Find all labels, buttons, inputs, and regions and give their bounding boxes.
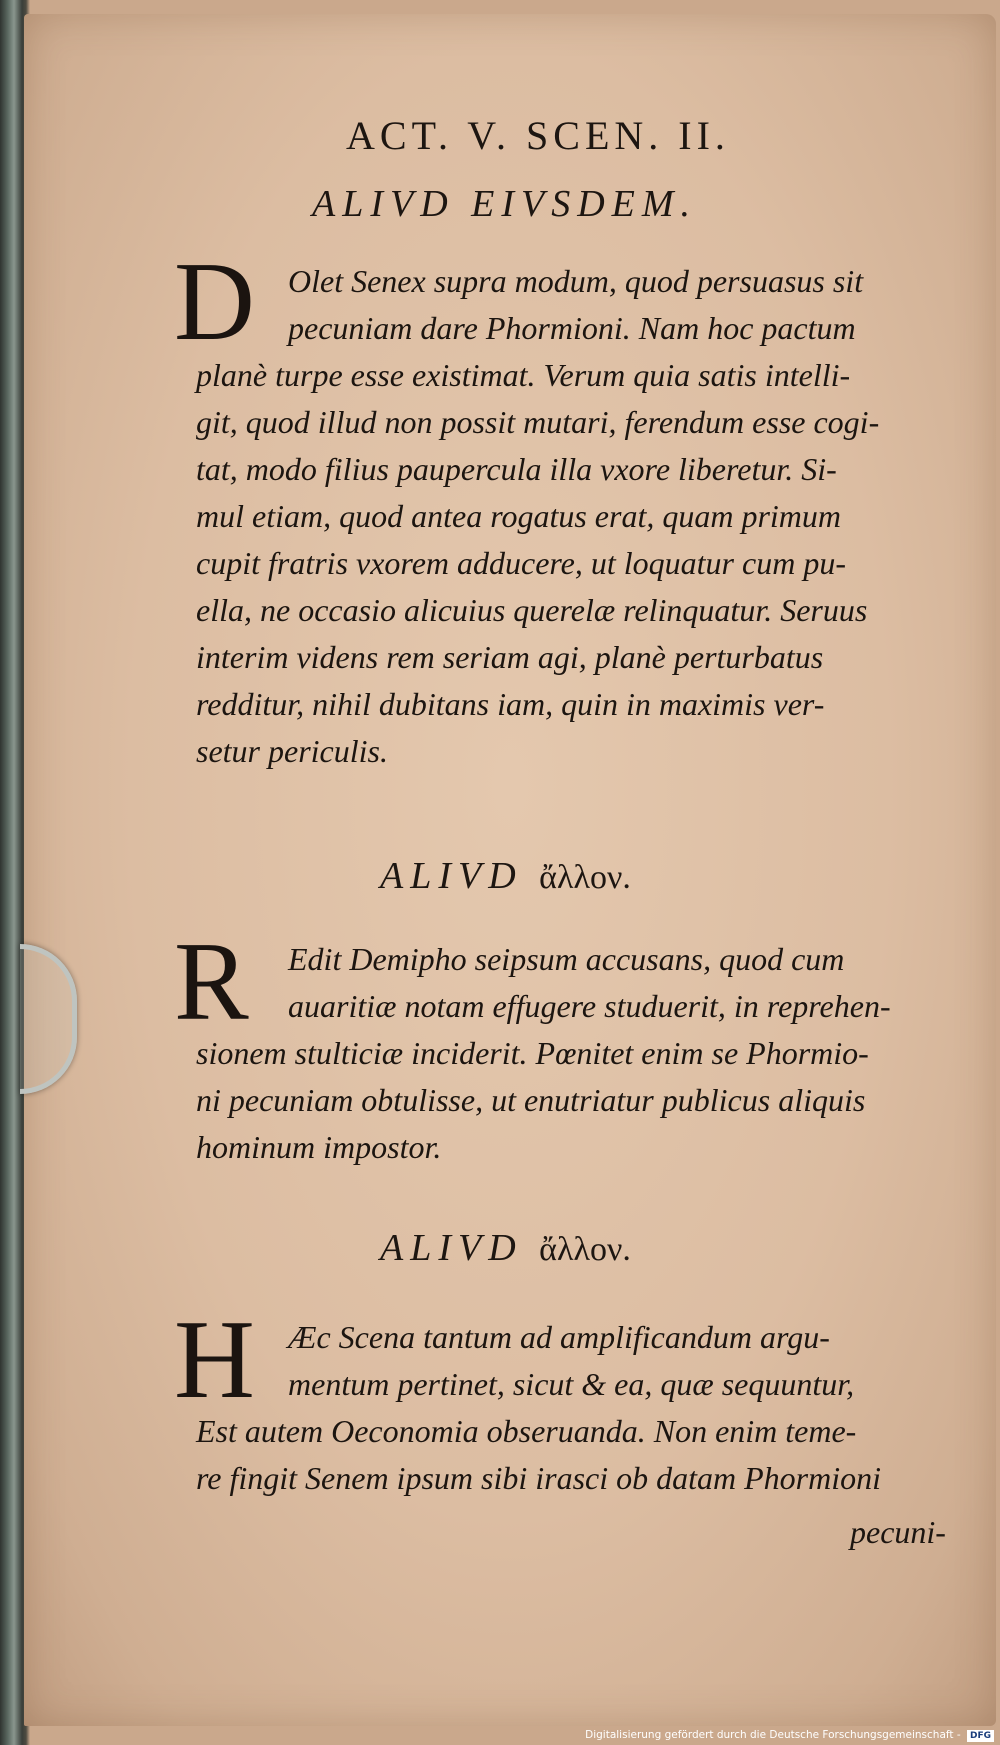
drop-cap-1: D	[174, 240, 255, 364]
text-line: hominum impostor.	[196, 1129, 442, 1165]
book-page	[24, 14, 996, 1726]
heading-latin: ALIVD	[380, 1227, 523, 1269]
text-line: tat, modo filius paupercula illa vxore liberetur. Si-	[196, 451, 837, 487]
text-line: Olet Senex supra modum, quod persuasus sit	[288, 263, 864, 299]
dfg-logo: DFG	[967, 1730, 994, 1742]
heading-greek: ἄλλον.	[539, 1231, 631, 1268]
drop-cap-2: R	[174, 920, 249, 1044]
catchword: pecuni-	[850, 1514, 946, 1550]
section-heading-3	[380, 1226, 631, 1270]
text-line: ni pecuniam obtulisse, ut enutriatur publicus aliquis	[196, 1082, 866, 1118]
heading-latin: ALIVD	[380, 855, 523, 897]
drop-cap-3: H	[174, 1298, 255, 1422]
text-line: git, quod illud non possit mutari, ferendum esse cogi-	[196, 404, 880, 440]
text-line: Edit Demipho seipsum accusans, quod cum	[288, 941, 845, 977]
paragraph-3	[196, 1314, 966, 1502]
text-line: cupit fratris vxorem adducere, ut loquatur cum pu-	[196, 545, 846, 581]
paragraph-2	[196, 936, 966, 1171]
text-line: redditur, nihil dubitans iam, quin in maximis ver-	[196, 686, 825, 722]
section-heading-2	[380, 854, 631, 898]
text-line: ella, ne occasio alicuius querelæ relinquatur. Seruus	[196, 592, 868, 628]
text-line: Est autem Oeconomia obseruanda. Non enim teme-	[196, 1413, 857, 1449]
credit-text: Digitalisierung gefördert durch die Deutsche Forschungsgemeinschaft -	[585, 1729, 961, 1741]
text-line: re fingit Senem ipsum sibi irasci ob datam Phormioni	[196, 1460, 882, 1496]
text-line: Æc Scena tantum ad amplificandum argu-	[288, 1319, 830, 1355]
section-heading-1: ALIVD EIVSDEM.	[312, 183, 698, 225]
text-line: sionem stulticiæ inciderit. Pœnitet enim se Phormio-	[196, 1035, 869, 1071]
text-line: interim videns rem seriam agi, planè perturbatus	[196, 639, 824, 675]
text-line: auaritiæ notam effugere studuerit, in reprehen-	[288, 988, 891, 1024]
heading-greek: ἄλλον.	[539, 859, 631, 896]
running-header: ACT. V. SCEN. II.	[346, 113, 730, 158]
text-line: mentum pertinet, sicut & ea, quæ sequuntur,	[288, 1366, 855, 1402]
text-line: mul etiam, quod antea rogatus erat, quam primum	[196, 498, 842, 534]
digitization-credit	[585, 1728, 994, 1743]
page-clip	[20, 944, 77, 1094]
paragraph-1	[196, 258, 966, 775]
text-line: setur periculis.	[196, 733, 388, 769]
text-line: planè turpe esse existimat. Verum quia satis intelli-	[196, 357, 851, 393]
text-line: pecuniam dare Phormioni. Nam hoc pactum	[288, 310, 856, 346]
